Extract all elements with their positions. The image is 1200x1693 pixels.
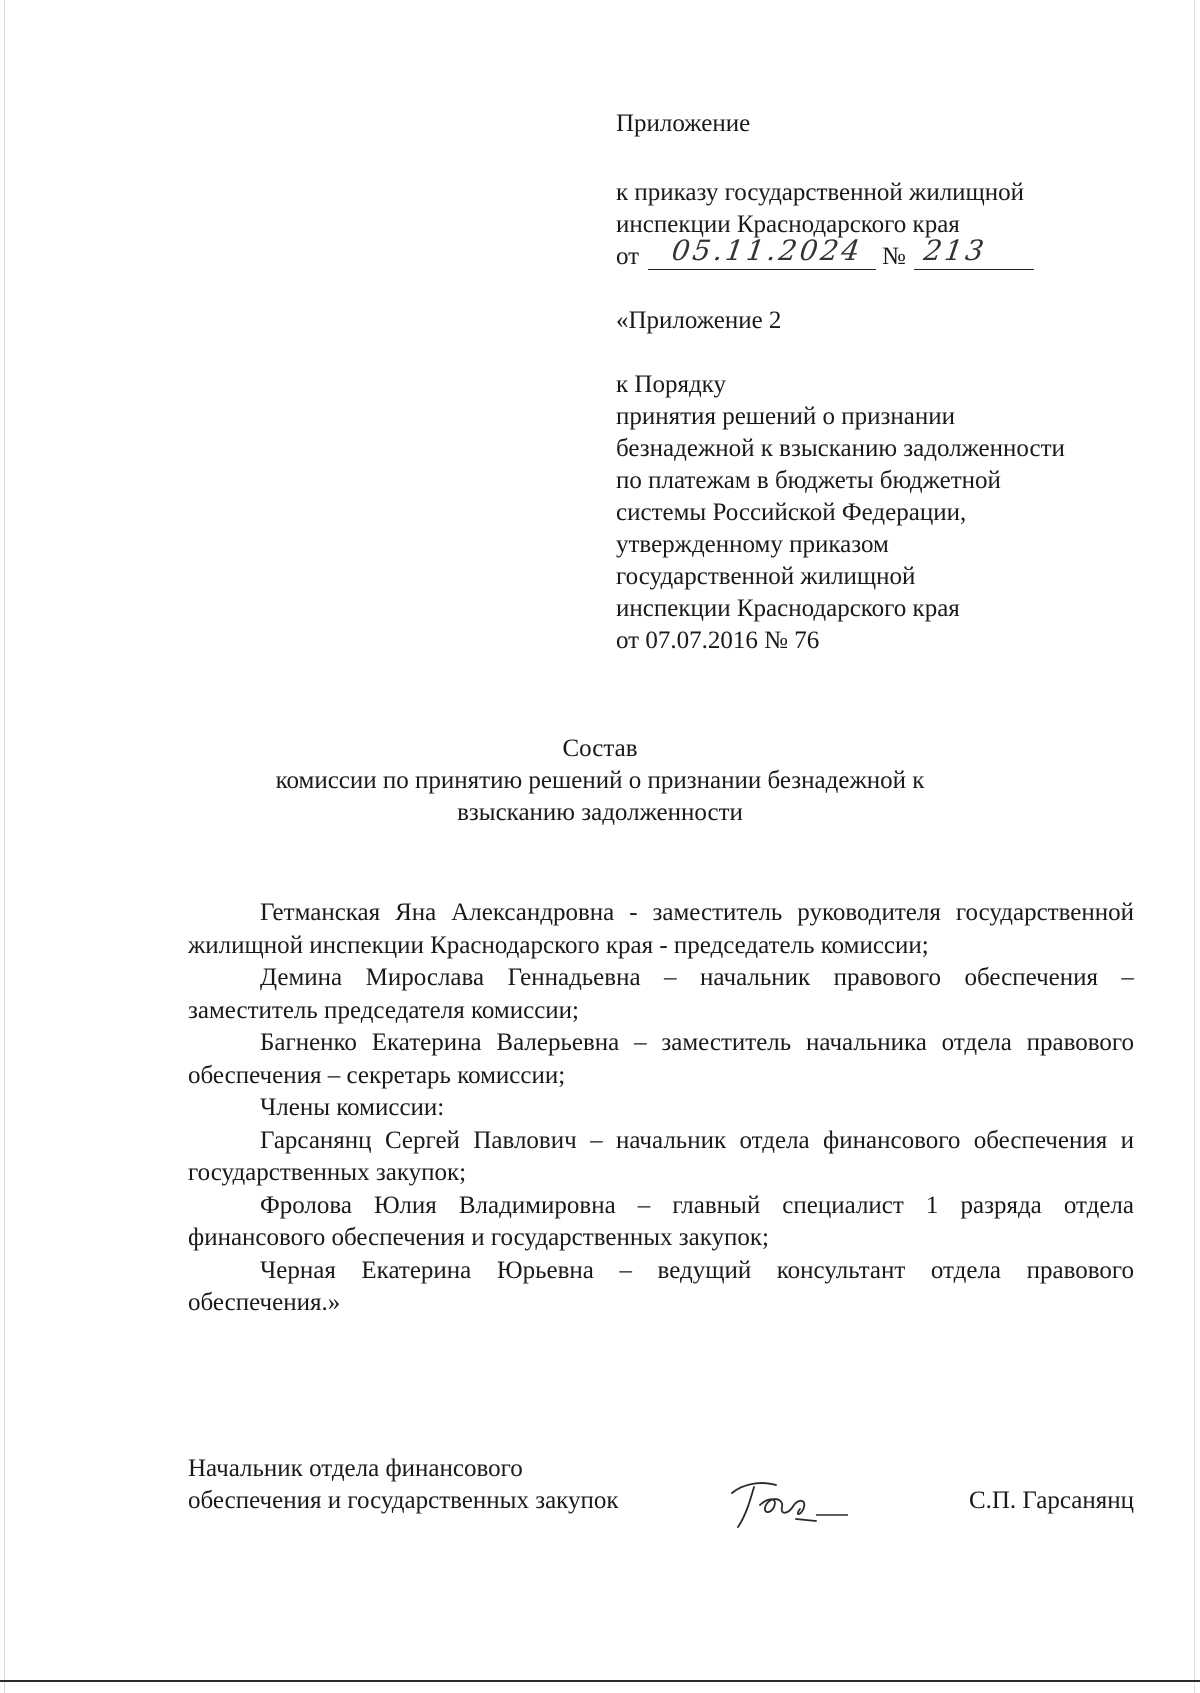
procedure-line: инспекции Краснодарского края	[616, 595, 960, 622]
scan-edge-right	[1194, 0, 1195, 1693]
order-reference-line-2: инспекции Краснодарского края	[616, 211, 960, 238]
commission-members	[188, 897, 1134, 1320]
scan-edge-left	[4, 0, 5, 1693]
member-paragraph: Черная Екатерина Юрьевна – ведущий консультант отдела правового обеспечения.»	[188, 1256, 1134, 1316]
signatory-name: С.П. Гарсанянц	[968, 1487, 1134, 1514]
title-line-1: Состав	[562, 735, 638, 762]
number-label: №	[882, 243, 906, 270]
handwritten-signature	[724, 1471, 854, 1531]
procedure-line: принятия решений о признании	[616, 403, 956, 430]
title-line-2: комиссии по принятию решений о признании безнадежной к	[275, 767, 925, 794]
handwritten-order-date: 05.11.2024	[669, 234, 865, 267]
signatory-role-line-2: обеспечения и государственных закупок	[188, 1487, 619, 1514]
member-paragraph: Гарсанянц Сергей Павлович – начальник отдела финансового обеспечения и государственных закупок;	[188, 1126, 1134, 1186]
appendix-header	[616, 108, 1156, 657]
member-paragraph: Фролова Юлия Владимировна – главный специалист 1 разряда отдела финансового обеспечения и государственных закупок;	[188, 1191, 1134, 1251]
members-heading: Члены комиссии:	[260, 1094, 445, 1121]
procedure-line: по платежам в бюджеты бюджетной	[616, 467, 1001, 494]
from-label: от	[616, 243, 640, 270]
signatory-role-line-1: Начальник отдела финансового	[188, 1455, 523, 1482]
title-line-3: взысканию задолженности	[457, 799, 743, 826]
member-paragraph: Демина Мирослава Геннадьевна – начальник правового обеспечения – заместитель председателя комиссии;	[188, 964, 1134, 1024]
handwritten-order-number: 213	[921, 234, 989, 267]
scan-edge-bottom	[0, 1680, 1200, 1682]
appendix-title: Приложение	[616, 110, 751, 137]
procedure-line: системы Российской Федерации,	[616, 499, 967, 526]
member-paragraph: Багненко Екатерина Валерьевна – заместитель начальника отдела правового обеспечения – секретарь комиссии;	[188, 1029, 1134, 1089]
appendix-2-title: «Приложение 2	[616, 307, 782, 334]
member-paragraph: Гетманская Яна Александровна - заместитель руководителя государственной жилищной инспекции Краснодарского края - председатель комиссии;	[188, 899, 1134, 959]
order-reference-line-1: к приказу государственной жилищной	[616, 179, 1025, 206]
procedure-line: от 07.07.2016 № 76	[616, 627, 820, 654]
procedure-line: к Порядку	[616, 371, 726, 398]
procedure-line: безнадежной к взысканию задолженности	[616, 435, 1065, 462]
order-date-number-row	[616, 234, 1156, 273]
signature-block	[188, 1453, 1134, 1517]
procedure-line: государственной жилищной	[616, 563, 916, 590]
procedure-line: утвержденному приказом	[616, 531, 889, 558]
document-title	[190, 733, 1010, 829]
